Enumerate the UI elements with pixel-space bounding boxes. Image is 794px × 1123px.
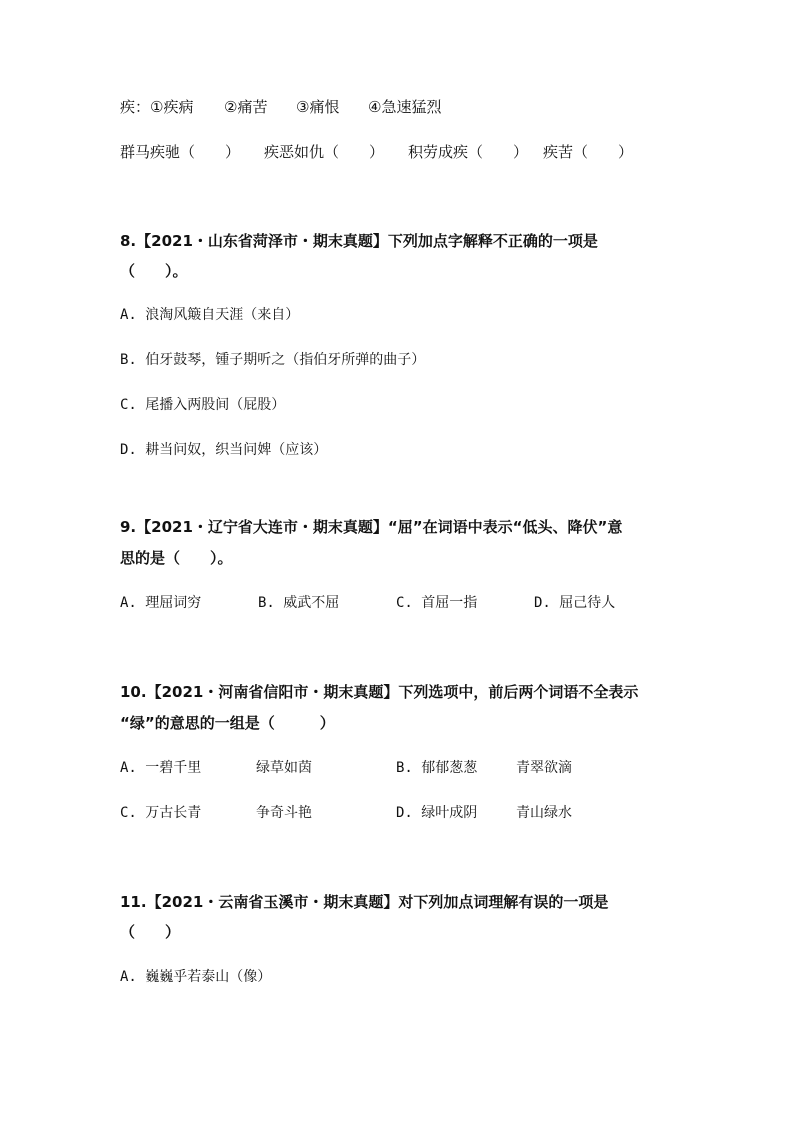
q10-option-d: D. 绿叶成阴 [396,805,478,821]
q10-option-a-word-2: 绿草如茵 [256,760,312,776]
q10-option-d-word-2: 青山绿水 [516,805,572,821]
ji-meaning-1: 疾：①疾病 [120,98,194,116]
ji-meaning-3: ③痛恨 [296,98,340,116]
q8-answer-blank: （ ）。 [120,262,188,280]
q9-option-b: B. 威武不屈 [258,595,340,611]
q8-option-c: C. 尾播入两股间（屁股） [120,397,286,413]
q10-stem: 10.【2021・河南省信阳市・期末真题】下列选项中，前后两个词语不全表示 [120,683,639,701]
q11-answer-blank: （ ） [120,923,181,941]
q11-stem: 11.【2021・云南省玉溪市・期末真题】对下列加点词理解有误的一项是 [120,893,609,911]
q11-option-a: A. 巍巍乎若泰山（像） [120,969,272,985]
ji-word-1: 群马疾驰（ ） [120,143,241,161]
q10-option-b: B. 郁郁葱葱 [396,760,478,776]
q9-option-a: A. 理屈词穷 [120,595,202,611]
ji-word-3: 积劳成疾（ ） [408,143,529,161]
q9-stem: 9.【2021・辽宁省大连市・期末真题】“屈”在词语中表示“低头、降伏”意 [120,518,623,536]
q9-stem-continued: 思的是（ ）。 [120,549,233,567]
q8-option-d: D. 耕当问奴，织当问婢（应该） [120,442,328,458]
q9-option-c: C. 首屈一指 [396,595,478,611]
q10-option-c-word-2: 争奇斗艳 [256,805,312,821]
ji-word-2: 疾恶如仇（ ） [264,143,385,161]
q8-stem: 8.【2021・山东省菏泽市・期末真题】下列加点字解释不正确的一项是 [120,232,598,250]
q10-option-a: A. 一碧千里 [120,760,202,776]
q8-option-a: A. 浪淘风簸自天涯（来自） [120,307,300,323]
ji-word-4: 疾苦（ ） [543,143,634,161]
q10-option-c: C. 万古长青 [120,805,202,821]
q8-option-b: B. 伯牙鼓琴，锺子期听之（指伯牙所弹的曲子） [120,352,426,368]
q9-option-d: D. 屈己待人 [534,595,616,611]
q10-option-b-word-2: 青翠欲滴 [516,760,572,776]
ji-meaning-4: ④急速猛烈 [368,98,442,116]
ji-meaning-2: ②痛苦 [224,98,268,116]
q10-stem-continued: “绿”的意思的一组是（ ） [120,714,335,732]
